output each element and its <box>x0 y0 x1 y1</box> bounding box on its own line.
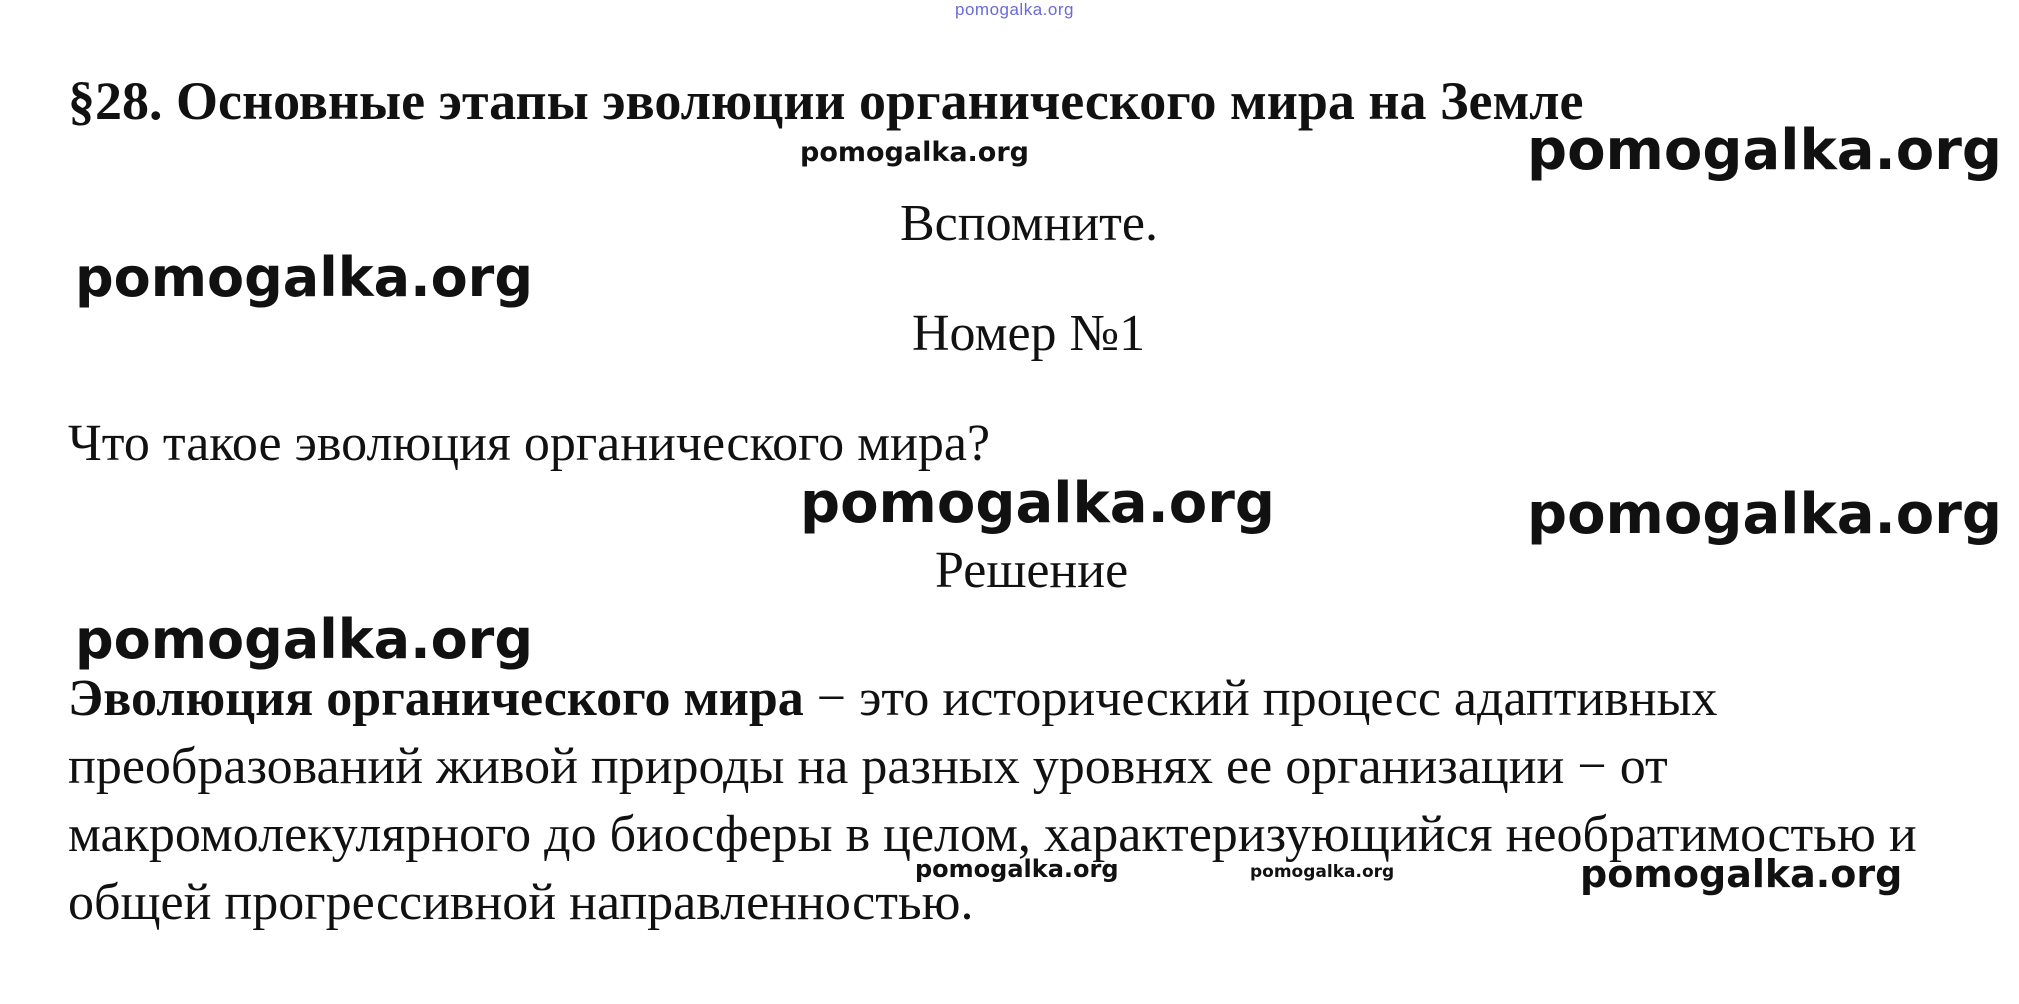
task-number: Номер №1 <box>912 305 1146 362</box>
watermark: pomogalka.org <box>800 471 1275 536</box>
watermark: pomogalka.org <box>1580 852 1903 896</box>
watermark: pomogalka.org <box>1527 482 2002 547</box>
watermark: pomogalka.org <box>800 137 1029 168</box>
solution-heading: Решение <box>935 542 1129 599</box>
recall-heading: Вспомните. <box>900 195 1158 252</box>
watermark: pomogalka.org <box>1527 118 2002 183</box>
section-title: §28. Основные этапы эволюции органического мира на Земле <box>68 71 1584 131</box>
question-text: Что такое эволюция органического мира? <box>68 415 991 472</box>
site-link[interactable]: pomogalka.org <box>955 0 1074 19</box>
watermark: pomogalka.org <box>75 246 533 309</box>
answer-text: − это исторический процесс адаптивных преобразований живой природы на разных уровнях ее организации − от макромолекулярного до биосферы в целом, характеризующийся необратимостью и общей прогрессивной направленностью. <box>68 670 1917 931</box>
answer-paragraph <box>68 665 1998 937</box>
watermark: pomogalka.org <box>915 855 1119 883</box>
answer-term: Эволюция органического мира <box>68 670 804 727</box>
watermark: pomogalka.org <box>75 608 533 671</box>
watermark: pomogalka.org <box>1250 862 1395 882</box>
